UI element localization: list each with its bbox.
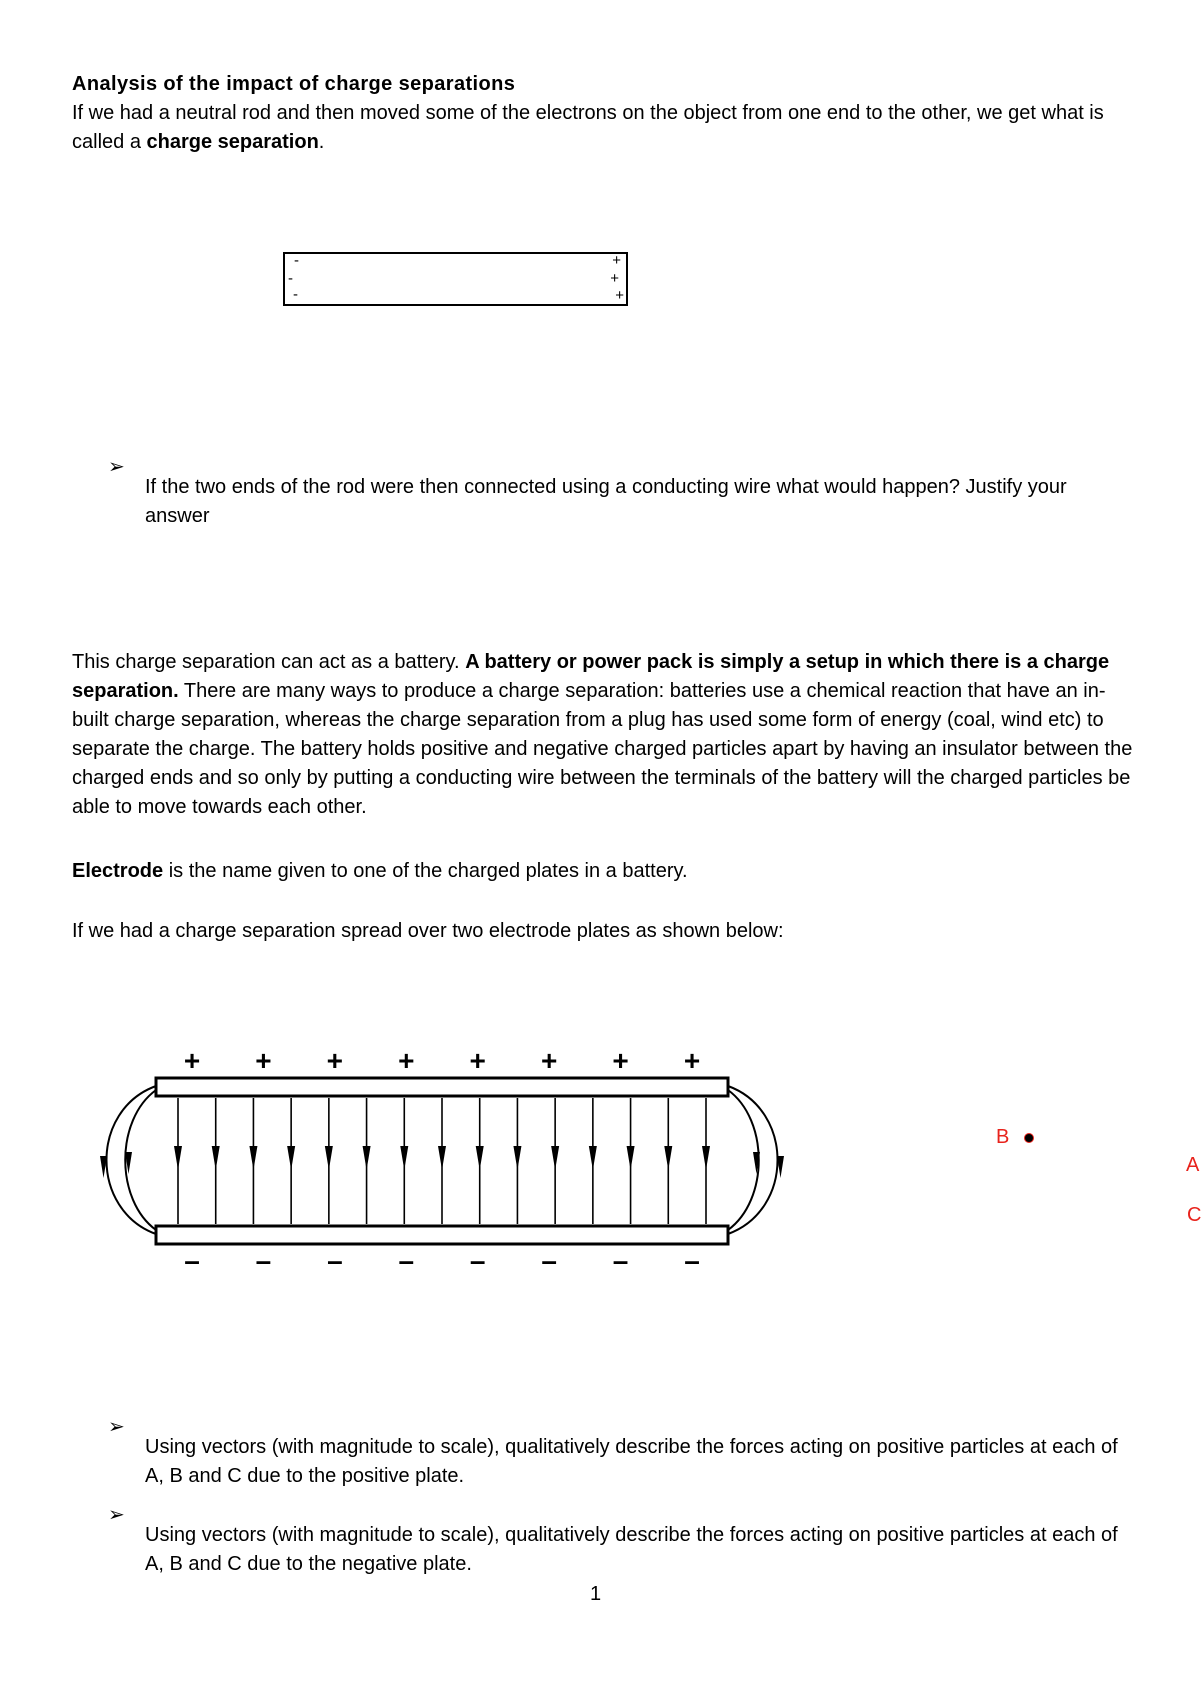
rod-right-charge: + <box>612 252 621 269</box>
question-connect-wire: If the two ends of the rod were then connected using a conducting wire what would happen? Justify your answer <box>145 476 1067 527</box>
parallel-plates-diagram <box>70 1040 790 1280</box>
electrode-term: Electrode <box>72 860 164 882</box>
point-a-label: A <box>1186 1154 1200 1176</box>
rod-left-charge: - <box>294 252 299 269</box>
field-lines <box>174 1098 710 1224</box>
battery-paragraph <box>72 648 1142 822</box>
plus-sign: + <box>255 1045 272 1076</box>
minus-sign: – <box>684 1245 700 1276</box>
field-arrow-icon <box>551 1146 559 1170</box>
field-arrow-icon <box>287 1146 295 1170</box>
plus-sign: + <box>540 1045 558 1076</box>
field-arrow-icon <box>174 1146 182 1170</box>
rod-left-charge: - <box>288 270 293 287</box>
field-arrow-icon <box>513 1146 521 1170</box>
point-c-label: C <box>1187 1204 1201 1226</box>
field-arrow-icon <box>249 1146 257 1170</box>
page-number: 1 <box>590 1583 602 1605</box>
minus-sign: – <box>255 1245 272 1276</box>
minus-sign: – <box>184 1245 200 1276</box>
battery-text-1: This charge separation can act as a battery. <box>72 651 466 673</box>
section-heading: Analysis of the impact of charge separations <box>72 73 516 95</box>
fringe-field-right-inner <box>728 1090 759 1230</box>
minus-sign: – <box>612 1245 629 1276</box>
fringe-field-right-outer <box>728 1086 778 1234</box>
field-arrow-icon <box>438 1146 446 1170</box>
point-b-dot <box>1024 1133 1034 1143</box>
positive-plate <box>156 1078 728 1096</box>
rod-right-charge: + <box>615 287 624 304</box>
plates-intro: If we had a charge separation spread over two electrode plates as shown below: <box>72 920 784 942</box>
charged-rod-diagram <box>283 252 628 306</box>
negative-plate <box>156 1226 728 1244</box>
field-arrow-icon <box>400 1146 408 1170</box>
negative-charges <box>184 1245 700 1276</box>
minus-sign: – <box>327 1245 343 1276</box>
rod-left-charge: - <box>293 286 298 303</box>
point-b-label: B <box>996 1126 1010 1148</box>
field-arrow-icon <box>212 1146 220 1170</box>
electrode-text: is the name given to one of the charged plates in a battery. <box>163 860 688 882</box>
plus-sign: + <box>683 1045 701 1076</box>
bullet-arrow-icon: ➢ <box>108 1504 125 1526</box>
bullet-arrow-icon: ➢ <box>108 1416 125 1438</box>
intro-paragraph <box>72 99 1132 157</box>
field-arrow-icon <box>702 1146 710 1170</box>
field-arrow-icon <box>325 1146 333 1170</box>
battery-text-2: There are many ways to produce a charge separation: batteries use a chemical reaction that have an in-built charge separation, whereas the charge separation from a plug has used some form of energy (coal, wind etc) to separate the charge. The battery holds positive and negative charged particles apart by having an insulator between the charged ends and so only by putting a conducting wire between the terminals of the battery will the charged particles be able to move towards each other. <box>72 680 1133 818</box>
field-arrow-icon <box>363 1146 371 1170</box>
question-negative-plate: Using vectors (with magnitude to scale), qualitatively describe the forces acting on positive particles at each of A, B and C due to the negative plate. <box>145 1524 1118 1575</box>
battery-bold-definition: A battery or power pack is simply a setup in which there is a charge separation. <box>72 651 1110 702</box>
intro-end: . <box>318 131 325 153</box>
plus-sign: + <box>469 1045 486 1076</box>
field-arrow-icon <box>589 1146 597 1170</box>
plus-sign: + <box>612 1045 629 1076</box>
field-arrow-icon <box>664 1146 672 1170</box>
plus-sign: + <box>326 1045 344 1076</box>
bullet-arrow-icon: ➢ <box>108 456 125 478</box>
intro-bold-term: charge separation <box>146 131 319 153</box>
minus-sign: – <box>469 1245 486 1276</box>
intro-text: If we had a neutral rod and then moved some of the electrons on the object from one end to the other, we get what is called a <box>72 102 1104 153</box>
field-arrow-icon <box>627 1146 635 1170</box>
field-arrow-icon <box>476 1146 484 1170</box>
plus-sign: + <box>183 1045 201 1076</box>
positive-charges <box>184 1045 700 1076</box>
minus-sign: – <box>398 1245 415 1276</box>
question-positive-plate: Using vectors (with magnitude to scale), qualitatively describe the forces acting on positive particles at each of A, B and C due to the positive plate. <box>145 1436 1118 1487</box>
fringe-field-left-outer <box>107 1086 157 1234</box>
minus-sign: – <box>541 1245 557 1276</box>
electrode-paragraph <box>72 857 688 886</box>
rod-right-charge: + <box>610 270 619 287</box>
plus-sign: + <box>398 1045 415 1076</box>
